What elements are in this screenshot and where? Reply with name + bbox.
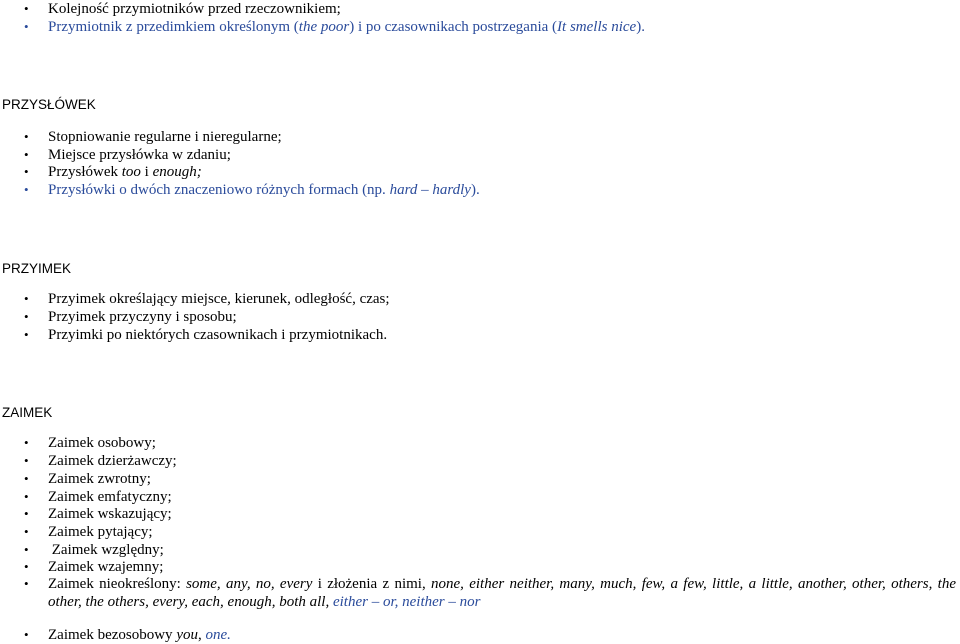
section-heading: PRZYIMEK [2,261,72,276]
list-item-indefinite-pronoun: Zaimek nieokreślony: some, any, no, every i złożenia z nimi, none, either neither, many, much, few, a few, little, a little, another, other, others, the other, the others, every, each, enough, both all, either – or, neither – nor [48,576,956,610]
list-item: Stopniowanie regularne i nieregularne; [48,129,282,145]
list-item: Przysłówek too i enough; [48,164,202,180]
bullet-icon: • [24,559,29,574]
section-heading: ZAIMEK [2,405,53,420]
bullet-icon: • [24,182,29,197]
bullet-icon: • [24,489,29,504]
bullet-icon: • [24,627,29,642]
bullet-icon: • [24,327,29,342]
bullet-icon: • [24,129,29,144]
list-item: Przyimek określający miejsce, kierunek, odległość, czas; [48,291,390,307]
list-item: Przysłówki o dwóch znaczeniowo różnych formach (np. hard – hardly). [48,182,480,198]
bullet-icon: • [24,506,29,521]
list-item: Zaimek pytający; [48,524,153,540]
list-item: Zaimek osobowy; [48,435,156,451]
list-item: Miejsce przysłówka w zdaniu; [48,147,231,163]
bullet-icon: • [24,453,29,468]
list-item: Przyimek przyczyny i sposobu; [48,309,237,325]
bullet-icon: • [24,1,29,16]
bullet-icon: • [24,309,29,324]
list-item: Zaimek dzierżawczy; [48,453,177,469]
list-item: Zaimek wzajemny; [48,559,164,575]
list-item: Przyimki po niektórych czasownikach i przymiotnikach. [48,327,388,343]
bullet-icon: • [24,576,29,591]
bullet-icon: • [24,471,29,486]
list-item: Zaimek bezosobowy you, one. [48,627,231,643]
list-item: Zaimek zwrotny; [48,471,151,487]
bullet-icon: • [24,542,29,557]
bullet-icon: • [24,435,29,450]
bullet-icon: • [24,19,29,34]
bullet-icon: • [24,147,29,162]
list-item: Zaimek emfatyczny; [48,489,172,505]
bullet-icon: • [24,291,29,306]
list-item: Zaimek wskazujący; [48,506,172,522]
section-heading: PRZYSŁÓWEK [2,97,96,112]
list-item: Zaimek względny; [48,542,164,558]
bullet-icon: • [24,164,29,179]
list-item: Kolejność przymiotników przed rzeczownikiem; [48,1,341,17]
bullet-icon: • [24,524,29,539]
list-item: Przymiotnik z przedimkiem określonym (the poor) i po czasownikach postrzegania (It smells nice). [48,19,645,35]
